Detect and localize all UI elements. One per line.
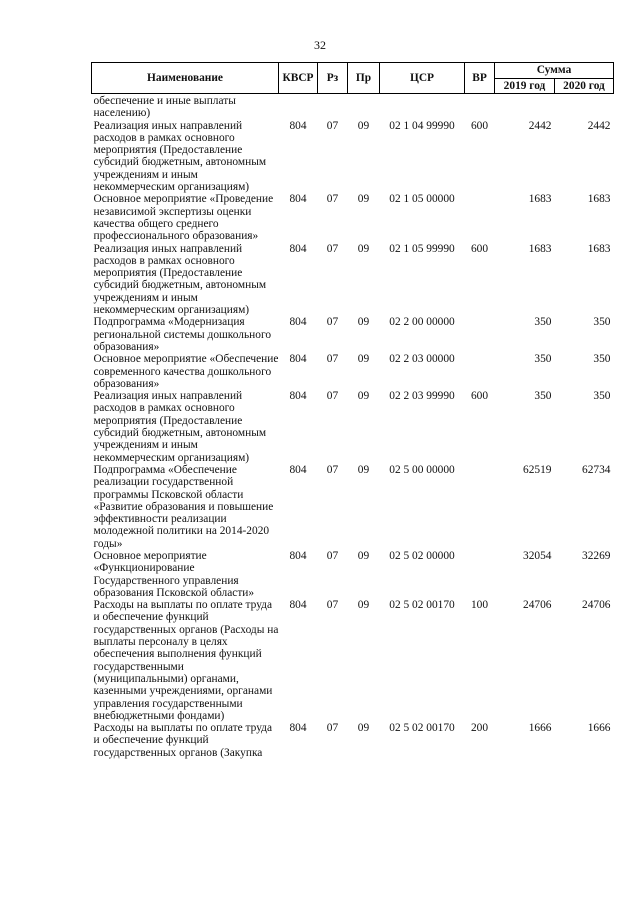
row-csr: 02 5 00 00000 [389,463,455,476]
row-rz: 07 [326,722,339,735]
page-number: 32 [314,38,326,52]
header-name: Наименование [92,63,279,94]
row-kvsr: 804 [289,242,307,255]
row-pr: 09 [357,193,370,206]
header-rz: Рз [318,63,348,94]
row-name: Основное мероприятие «Функционирование Государственного управления образования Псковской области» [93,549,255,599]
row-csr [380,94,465,120]
row-kvsr: 804 [289,316,307,329]
row-name: Основное мероприятие «Проведение независимой экспертизы оценки качества общего среднего профессионального образования» [93,193,274,243]
row-pr: 09 [357,549,370,562]
header-year-2019: 2019 год [495,79,555,94]
table-row [92,599,614,722]
row-vr: 600 [470,242,489,255]
row-kvsr [279,94,318,120]
row-sum-2019: 1683 [528,242,552,255]
row-rz: 07 [326,119,339,132]
row-rz: 07 [326,316,339,329]
row-sum-2020: 1666 [587,722,611,735]
row-rz: 07 [326,193,339,206]
table-row [92,353,614,390]
row-pr: 09 [357,722,370,735]
row-sum-2019: 350 [534,316,552,329]
row-kvsr: 804 [289,390,307,403]
row-csr: 02 1 04 99990 [389,119,455,132]
row-pr: 09 [357,463,370,476]
table-row [92,94,614,120]
row-csr: 02 5 02 00170 [389,599,455,612]
table-row [92,316,614,353]
row-name: Реализация иных направлений расходов в рамках основного мероприятия (Предоставление субсидий бюджетным, автономным учреждениям и иным некоммерческим организациям) [93,242,267,317]
row-kvsr: 804 [289,722,307,735]
row-sum-2020 [555,94,614,120]
row-sum-2020: 1683 [587,242,611,255]
row-kvsr: 804 [289,463,307,476]
row-pr: 09 [357,353,370,366]
row-csr: 02 1 05 00000 [389,193,455,206]
row-vr [465,94,495,120]
row-name: Подпрограмма «Модернизация региональной системы дошкольного образования» [93,316,272,353]
row-name: Подпрограмма «Обеспечение реализации государственной программы Псковской области «Развитие образования и повышение эффективности реализации молодежной политики на 2014-2020 годы» [93,463,274,550]
row-kvsr: 804 [289,119,307,132]
budget-table [91,62,614,759]
row-rz: 07 [326,549,339,562]
row-sum-2020: 32269 [582,549,611,562]
row-pr [348,94,380,120]
row-sum-2020: 62734 [582,463,611,476]
row-csr: 02 5 02 00000 [389,549,455,562]
row-rz: 07 [326,353,339,366]
header-sum: Сумма [495,63,614,79]
table-row [92,120,614,194]
row-name: Расходы на выплаты по оплате труда и обеспечение функций государственных органов (Закупка [93,722,273,759]
header-csr: ЦСР [380,63,465,94]
header-kvsr: КВСР [279,63,318,94]
row-sum-2019: 350 [534,390,552,403]
row-sum-2019: 350 [534,353,552,366]
row-csr: 02 1 05 99990 [389,242,455,255]
row-vr [465,550,495,599]
row-rz: 07 [326,599,339,612]
row-vr: 200 [470,722,489,735]
row-pr: 09 [357,242,370,255]
row-name: Реализация иных направлений расходов в рамках основного мероприятия (Предоставление субсидий бюджетным, автономным учреждениям и иным некоммерческим организациям) [93,119,267,194]
row-vr [465,193,495,242]
row-vr: 600 [470,390,489,403]
table-body [92,94,614,760]
row-vr [465,353,495,390]
row-sum-2019: 1666 [528,722,552,735]
row-kvsr: 804 [289,193,307,206]
row-csr: 02 2 03 99990 [389,390,455,403]
row-sum-2019: 62519 [523,463,552,476]
header-year-2020: 2020 год [555,79,614,94]
row-sum-2020: 1683 [587,193,611,206]
row-sum-2020: 350 [593,353,611,366]
row-sum-2020: 350 [593,316,611,329]
table-row [92,390,614,464]
row-vr [465,464,495,550]
row-vr: 600 [470,119,489,132]
row-pr: 09 [357,119,370,132]
table-header [92,63,614,94]
row-kvsr: 804 [289,549,307,562]
row-rz: 07 [326,463,339,476]
table-row [92,243,614,317]
row-sum-2019: 32054 [523,549,552,562]
row-pr: 09 [357,599,370,612]
row-name: обеспечение и иные выплаты населению) [93,95,236,120]
row-name: Основное мероприятие «Обеспечение современного качества дошкольного образования» [93,353,279,390]
table-row [92,193,614,242]
row-rz: 07 [326,390,339,403]
table-row [92,550,614,599]
row-rz: 07 [326,242,339,255]
row-pr: 09 [357,390,370,403]
row-kvsr: 804 [289,599,307,612]
header-pr: Пр [348,63,380,94]
table-row [92,722,614,759]
table-row [92,464,614,550]
row-sum-2019: 24706 [523,599,552,612]
row-sum-2019: 1683 [528,193,552,206]
row-sum-2020: 2442 [587,119,611,132]
row-pr: 09 [357,316,370,329]
row-rz [318,94,348,120]
row-sum-2020: 24706 [582,599,611,612]
row-name: Реализация иных направлений расходов в рамках основного мероприятия (Предоставление субсидий бюджетным, автономным учреждениям и иным некоммерческим организациям) [93,390,267,464]
row-kvsr: 804 [289,353,307,366]
header-vr: ВР [465,63,495,94]
row-sum-2019 [495,94,555,120]
row-csr: 02 5 02 00170 [389,722,455,735]
row-vr [465,316,495,353]
row-name: Расходы на выплаты по оплате труда и обеспечение функций государственных органов (Расходы на выплаты персоналу в целях обеспечения выполнения функций государственными (муниципальными) органами, казенными учреждениями, органами управления государственными внебюджетными фондами) [93,599,279,722]
row-sum-2020: 350 [593,390,611,403]
row-sum-2019: 2442 [528,119,552,132]
row-vr: 100 [470,599,489,612]
row-csr: 02 2 03 00000 [389,353,455,366]
row-csr: 02 2 00 00000 [389,316,455,329]
